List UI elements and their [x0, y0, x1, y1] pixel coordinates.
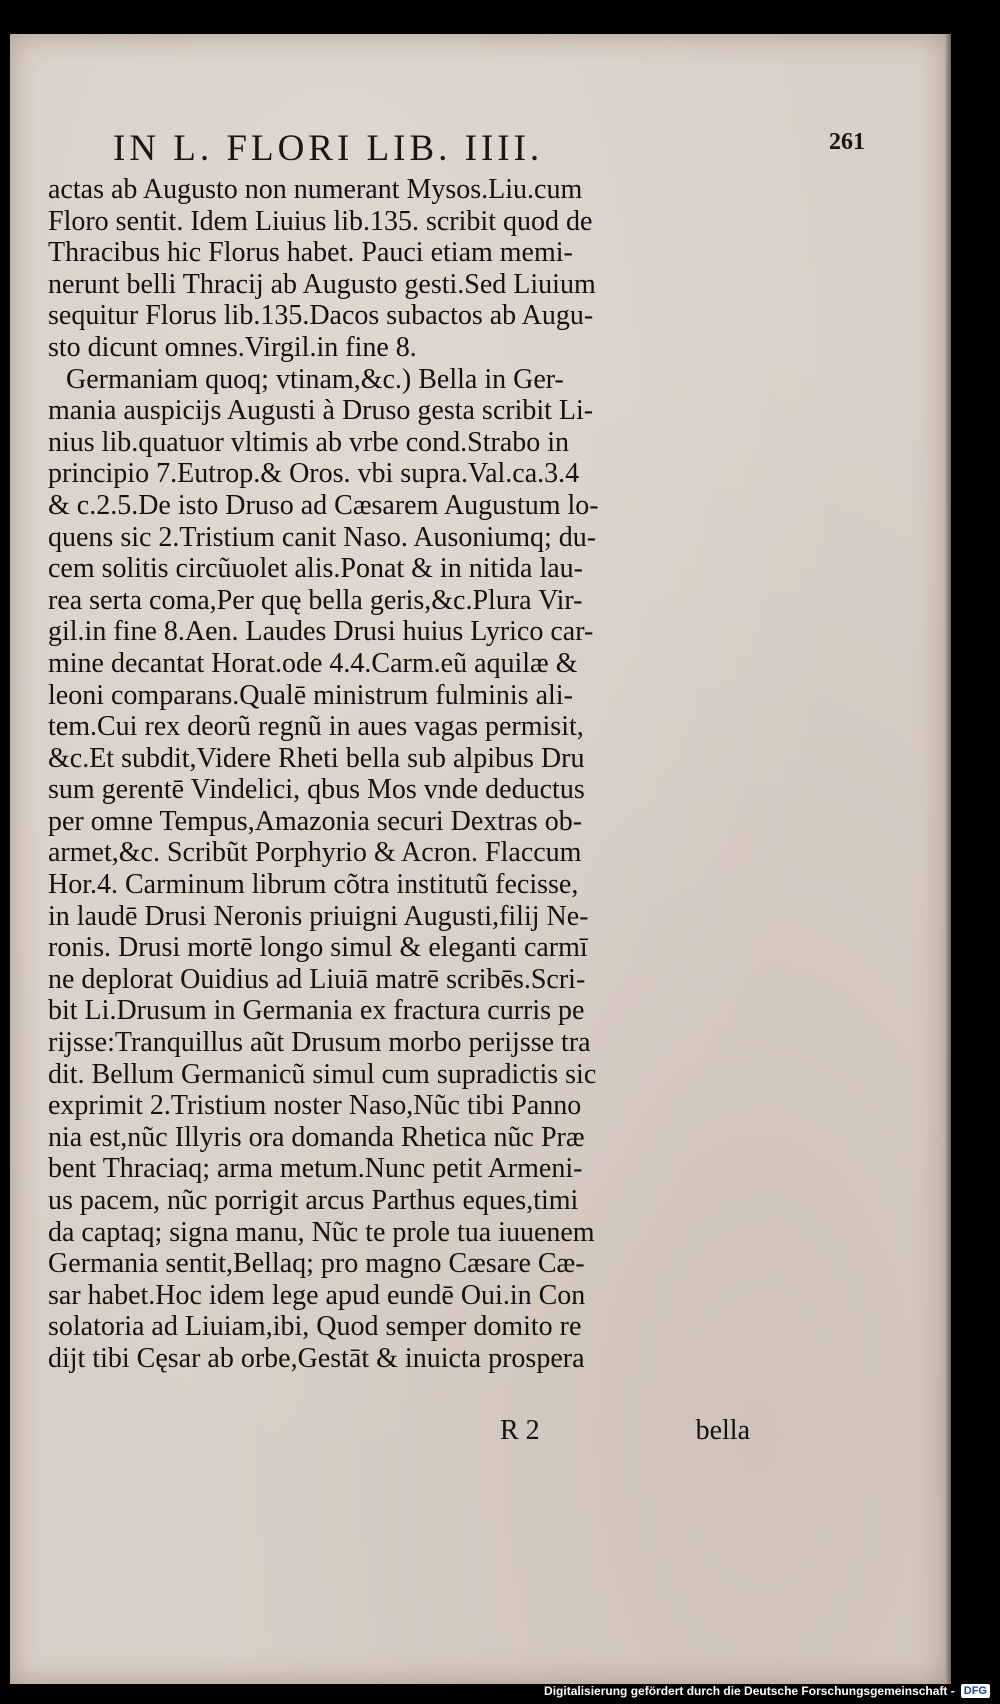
text-line: actas ab Augusto non numerant Mysos.Liu.cum: [48, 174, 583, 205]
page-number: 261: [829, 129, 865, 155]
text-line: dit. Bellum Germanicũ simul cum supradictis sic: [48, 1058, 597, 1090]
text-line: quens sic 2.Tristium canit Naso. Ausoniumq; du-: [48, 521, 597, 553]
text-line: armet,&c. Scribũt Porphyrio & Acron. Flaccum: [48, 837, 582, 869]
text-line: nius lib.quatuor vltimis ab vrbe cond.Strabo in: [48, 426, 570, 458]
text-line: sar habet.Hoc idem lege apud eundē Oui.in Con: [48, 1279, 586, 1311]
text-line: sum gerentē Vindelici, qbus Mos vnde deductus: [48, 774, 585, 806]
text-line: & c.2.5.De isto Druso ad Cæsarem Augustum lo-: [48, 489, 599, 521]
text-line: in laudē Drusi Neronis priuigni Augusti,filij Ne-: [48, 900, 589, 932]
text-line: mine decantat Horat.ode 4.4.Carm.eũ aquilæ &: [48, 647, 578, 679]
text-line: Germania sentit,Bellaq; pro magno Cæsare Cæ-: [48, 1248, 585, 1280]
text-line: principio 7.Eutrop.& Oros. vbi supra.Val.ca.3.4: [48, 458, 580, 490]
text-line: exprimit 2.Tristium noster Naso,Nũc tibi Panno: [48, 1090, 582, 1122]
running-head: [113, 120, 883, 178]
running-title: IN L. FLORI LIB. IIII.: [113, 128, 544, 169]
signature-mark: R 2: [500, 1415, 540, 1446]
text-line: ronis. Drusi mortē longo simul & eleganti carmī: [48, 932, 588, 964]
text-line: dijt tibi Cęsar ab orbe,Gestāt & inuicta prospera: [48, 1342, 585, 1374]
text-line: mania auspicijs Augusti à Druso gesta scribit Li-: [48, 395, 594, 427]
text-line: solatoria ad Liuiam,ibi, Quod semper domito re: [48, 1311, 582, 1343]
text-line: nerunt belli Thracij ab Augusto gesti.Sed Liuium: [48, 268, 596, 300]
digitization-footer: [544, 1680, 990, 1702]
text-line: us pacem, nũc porrigit arcus Parthus eques,timi: [48, 1185, 579, 1216]
text-line: Thracibus hic Florus habet. Pauci etiam memi-: [48, 237, 573, 269]
text-line: &c.Et subdit,Videre Rheti bella sub alpibus Dru: [48, 742, 585, 774]
text-line: sequitur Florus lib.135.Dacos subactos ab Augu-: [48, 300, 594, 332]
text-line: Germaniam quoq; vtinam,&c.) Bella in Ger-: [66, 363, 564, 395]
text-line: cem solitis circũuolet alis.Ponat & in nitida lau-: [48, 553, 584, 585]
catchword: bella: [695, 1415, 750, 1446]
body-text: [48, 174, 886, 1375]
text-line: da captaq; signa manu, Nũc te prole tua iuuenem: [48, 1216, 595, 1248]
text-line: per omne Tempus,Amazonia securi Dextras ob-: [48, 805, 583, 837]
catchline: [500, 1414, 750, 1448]
text-line: leoni comparans.Qualē ministrum fulminis ali-: [48, 679, 573, 711]
text-line: tem.Cui rex deorũ regnũ in aues vagas permisit,: [48, 711, 584, 743]
text-line: rea serta coma,Per quę bella geris,&c.Plura Vir-: [48, 584, 583, 616]
text-line: nia est,nũc Illyris ora domanda Rhetica nũc Præ: [48, 1121, 585, 1153]
book-page: [10, 34, 945, 1684]
text-line: Hor.4. Carminum librum cõtra institutũ fecisse,: [48, 869, 579, 901]
dfg-logo: DFG: [961, 1684, 990, 1698]
text-line: ne deplorat Ouidius ad Liuiā matrē scribēs.Scri-: [48, 963, 586, 995]
text-line: rijsse:Tranquillus aũt Drusum morbo perijsse tra: [48, 1027, 591, 1059]
text-line: gil.in fine 8.Aen. Laudes Drusi huius Lyrico car-: [48, 616, 594, 648]
funding-credit: Digitalisierung gefördert durch die Deutsche Forschungsgemeinschaft -: [544, 1684, 955, 1698]
text-line: sto dicunt omnes.Virgil.in fine 8.: [48, 331, 417, 363]
page-edge: [945, 34, 951, 1684]
text-line: bit Li.Drusum in Germania ex fractura curris pe: [48, 995, 585, 1027]
text-line: bent Thraciaq; arma metum.Nunc petit Armeni-: [48, 1153, 583, 1185]
text-line: Floro sentit. Idem Liuius lib.135. scribit quod de: [48, 205, 593, 237]
